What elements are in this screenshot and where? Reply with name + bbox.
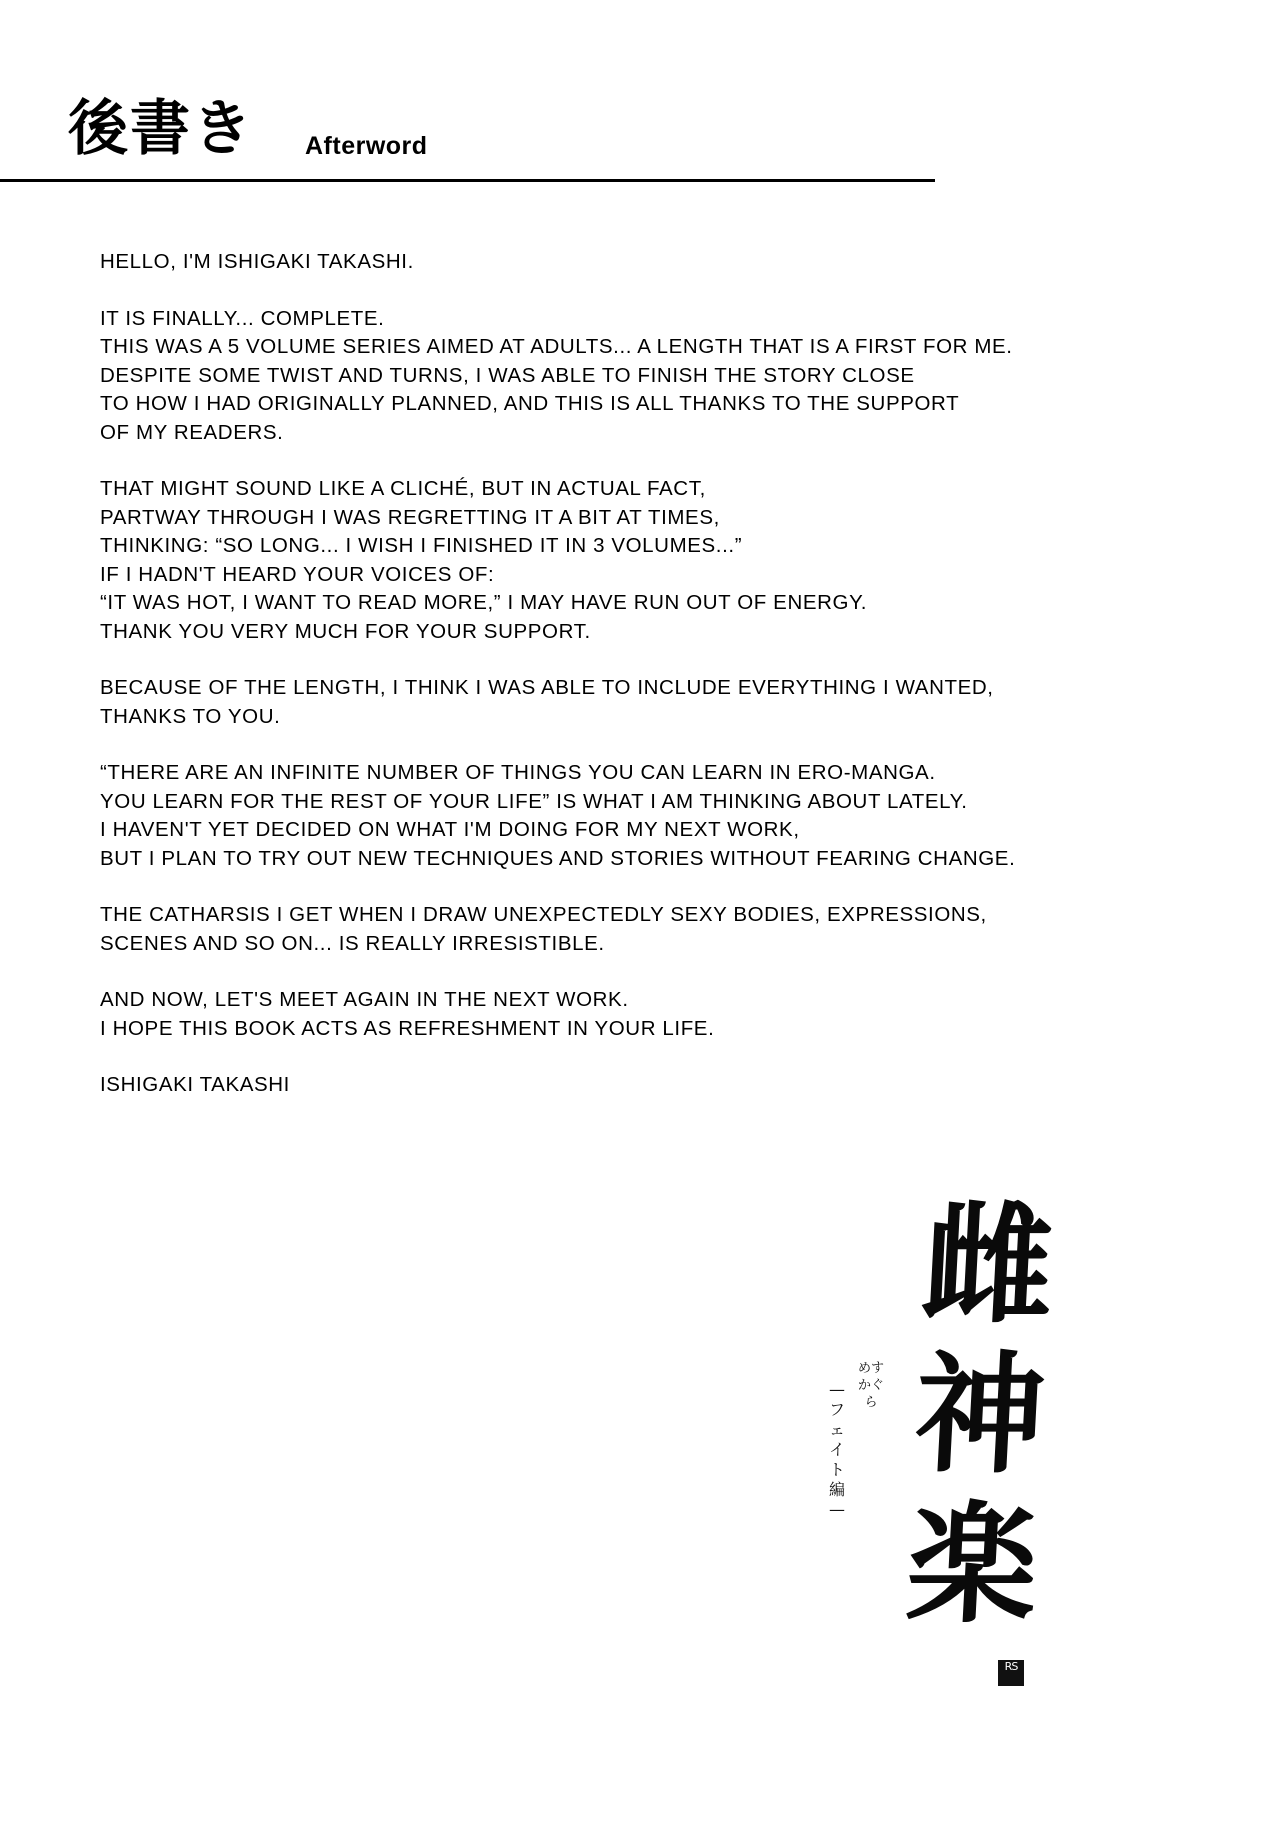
text-line: HELLO, I'M ISHIGAKI TAKASHI. bbox=[100, 250, 414, 273]
text-line: BUT I PLAN TO TRY OUT NEW TECHNIQUES AND STORIES WITHOUT FEARING CHANGE. bbox=[100, 846, 1016, 870]
text-line: “THERE ARE AN INFINITE NUMBER OF THINGS YOU CAN LEARN IN ERO-MANGA. bbox=[100, 761, 936, 784]
paragraph bbox=[100, 759, 1160, 873]
text-line: THANK YOU VERY MUCH FOR YOUR SUPPORT. bbox=[100, 619, 591, 643]
text-line: DESPITE SOME TWIST AND TURNS, I WAS ABLE TO FINISH THE STORY CLOSE bbox=[100, 363, 915, 387]
text-line: AND NOW, LET'S MEET AGAIN IN THE NEXT WORK. bbox=[100, 988, 629, 1011]
logo-characters: 雌神 楽 bbox=[903, 1189, 1057, 1641]
text-line: THINKING: “SO LONG... I WISH I FINISHED IT IN 3 VOLUMES...” bbox=[100, 534, 743, 557]
series-logo-calligraphy bbox=[828, 1189, 1080, 1730]
paragraph bbox=[100, 248, 1160, 277]
paragraph bbox=[100, 674, 1160, 731]
text-line: THANKS TO YOU. bbox=[100, 704, 281, 728]
text-line: THE CATHARSIS I GET WHEN I DRAW UNEXPECTEDLY SEXY BODIES, EXPRESSIONS, bbox=[100, 903, 987, 926]
text-line: “IT WAS HOT, I WANT TO READ MORE,” I MAY HAVE RUN OUT OF ENERGY. bbox=[100, 591, 868, 614]
logo-subtitle: —フェイト編— bbox=[828, 1380, 845, 1519]
paragraph bbox=[100, 305, 1160, 448]
author-name: ISHIGAKI TAKASHI bbox=[100, 1073, 290, 1096]
page-header bbox=[0, 96, 940, 186]
text-line: I HAVEN'T YET DECIDED ON WHAT I'M DOING FOR MY NEXT WORK, bbox=[100, 818, 800, 841]
text-line: IT IS FINALLY... COMPLETE. bbox=[100, 306, 385, 330]
text-line: YOU LEARN FOR THE REST OF YOUR LIFE” IS WHAT I AM THINKING ABOUT LATELY. bbox=[100, 789, 968, 813]
paragraph bbox=[100, 986, 1160, 1043]
text-line: OF MY READERS. bbox=[100, 420, 284, 444]
text-line: IF I HADN'T HEARD YOUR VOICES OF: bbox=[100, 562, 495, 586]
text-line: THAT MIGHT SOUND LIKE A CLICHÉ, BUT IN ACTUAL FACT, bbox=[100, 477, 706, 500]
paragraph bbox=[100, 901, 1160, 958]
logo-ruby-text: めすかぐら bbox=[858, 1361, 885, 1410]
signature bbox=[100, 1071, 1160, 1100]
paragraph bbox=[100, 475, 1160, 646]
text-line: BECAUSE OF THE LENGTH, I THINK I WAS ABLE TO INCLUDE EVERYTHING I WANTED, bbox=[100, 676, 994, 699]
artist-seal-stamp: RS bbox=[998, 1660, 1024, 1686]
text-line: I HOPE THIS BOOK ACTS AS REFRESHMENT IN YOUR LIFE. bbox=[100, 1016, 715, 1040]
afterword-text bbox=[100, 248, 1160, 1128]
text-line: THIS WAS A 5 VOLUME SERIES AIMED AT ADULTS... A LENGTH THAT IS A FIRST FOR ME. bbox=[100, 335, 1013, 358]
text-line: PARTWAY THROUGH I WAS REGRETTING IT A BIT AT TIMES, bbox=[100, 505, 720, 529]
text-line: TO HOW I HAD ORIGINALLY PLANNED, AND THIS IS ALL THANKS TO THE SUPPORT bbox=[100, 392, 960, 415]
text-line: SCENES AND SO ON... IS REALLY IRRESISTIBLE. bbox=[100, 931, 605, 955]
page-title-english: Afterword bbox=[305, 132, 428, 160]
header-divider bbox=[0, 179, 935, 182]
page-title-japanese: 後書き bbox=[68, 94, 254, 164]
